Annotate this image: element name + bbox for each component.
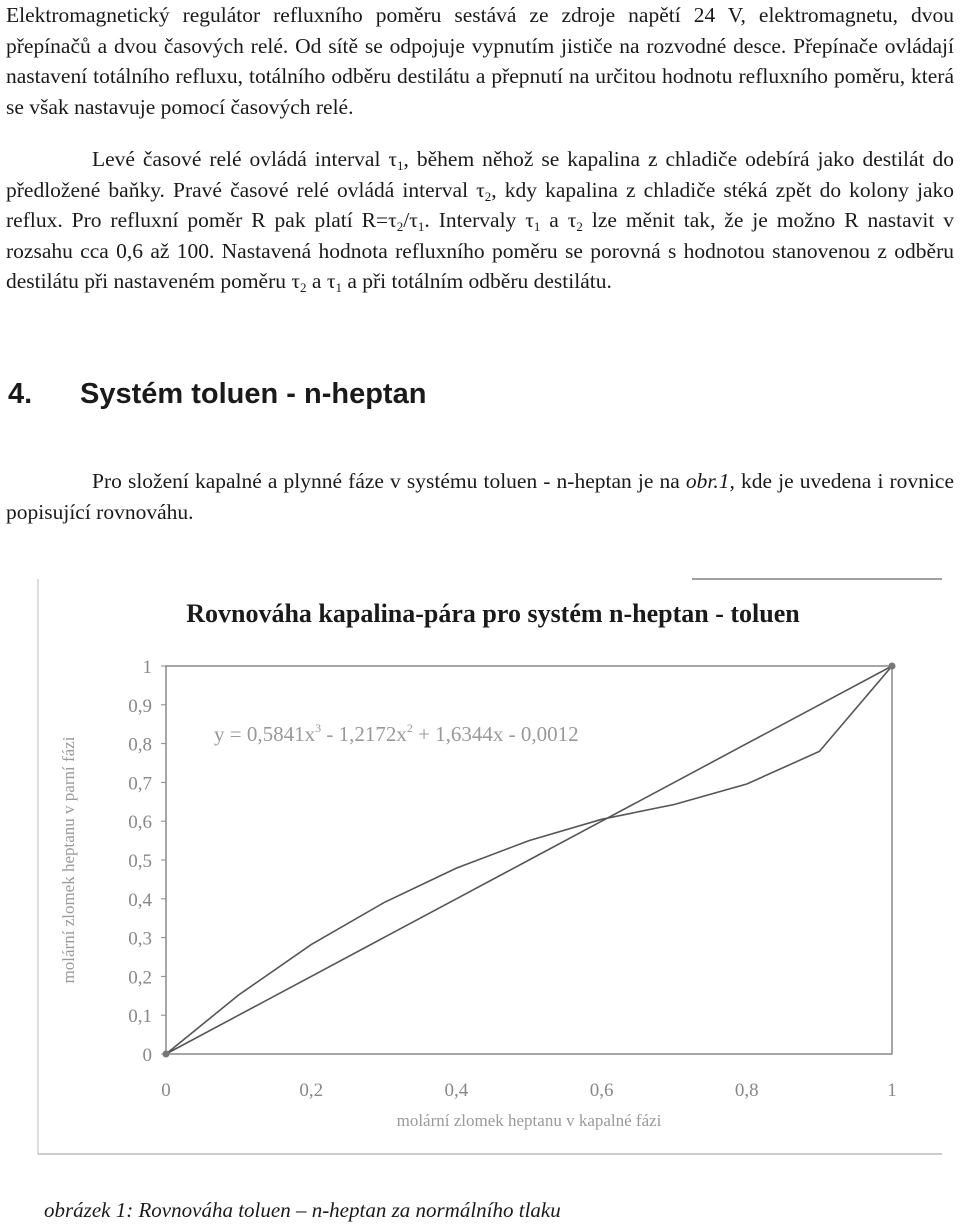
chart-title: Rovnováha kapalina-pára pro systém n-heptan - toluen	[186, 599, 800, 628]
y-tick-label: 0,5	[128, 851, 152, 872]
y-tick-label: 0,7	[128, 773, 152, 795]
x-tick-label: 0,6	[589, 1080, 614, 1101]
data-point	[163, 1051, 170, 1058]
figure-caption: obrázek 1: Rovnováha toluen – n-heptan za normálního tlaku	[44, 1198, 561, 1222]
y-tick-label: 0,9	[128, 695, 152, 717]
y-tick-label: 0,4	[128, 889, 152, 911]
paragraph-3: Pro složení kapalné a plynné fáze v systému toluen - n-heptan je na obr.1, kde je uvedena i rovnice popisující rovnováhu.	[6, 469, 954, 524]
y-tick-label: 0	[142, 1045, 152, 1066]
x-tick-label: 0,8	[734, 1080, 759, 1101]
paragraph-2: Levé časové relé ovládá interval $\tau_1$, během něhož se kapalina z chladiče odebírá jako destilát do předložené baňky. Pravé časové relé ovládá interval $\tau_2$, kdy kapalina z chladiče stéká zpět do kolony jako reflux. Pro refluxní poměr R pak platí $R=\tau_2/\tau_1$. Intervaly $\tau_1$ a $\tau_2$ lze měnit tak, že je možno R nastavit v rozsahu cca 0,6 až 100. Nastavená hodnota refluxního poměru se porovná s hodnotou stanovenou z odběru destilátu při nastaveném poměru $\tau_2$ a $\tau_1$ a při totálním odběru destilátu.	[6, 147, 955, 296]
x-tick-label: 0,4	[444, 1080, 469, 1101]
section-number: 4.	[8, 378, 33, 410]
y-axis-label: molární zlomek heptanu v parní fázi	[59, 736, 78, 984]
section-heading	[8, 378, 426, 411]
x-tick-labels	[161, 1080, 897, 1101]
y-tick-labels	[128, 657, 166, 1066]
y-tick-label: 1	[142, 657, 152, 678]
paragraph-1: Elektromagnetický regulátor refluxního poměru sestává ze zdroje napětí 24 V, elektromagnetu, dvou přepínačů a dvou časových relé. Od sítě se odpojuje vypnutím jističe na rozvodné desce. Přepínače ovládají nastavení totálního refluxu, totálního odběru destilátu a přepnutí na určitou hodnotu refluxního poměru, která se však nastavuje pomocí časových relé.	[6, 3, 954, 119]
x-axis-label: molární zlomek heptanu v kapalné fázi	[396, 1111, 662, 1130]
x-tick-label: 1	[887, 1080, 897, 1101]
data-point	[889, 663, 896, 670]
section-title: Systém toluen - n-heptan	[80, 378, 427, 410]
y-tick-label: 0,8	[128, 734, 152, 756]
x-tick-label: 0	[161, 1080, 171, 1101]
y-tick-label: 0,3	[128, 928, 152, 950]
figure-reference: obr.1,	[685, 469, 735, 493]
y-tick-label: 0,2	[128, 967, 152, 989]
equilibrium-chart	[36, 576, 948, 1166]
equation-label: $y = 0,5841x^3 - 1,2172x^2 + 1,6344x - 0,0012$	[214, 721, 579, 746]
y-tick-label: 0,1	[128, 1006, 152, 1028]
y-tick-label: 0,6	[128, 812, 152, 834]
x-tick-label: 0,2	[299, 1080, 324, 1101]
